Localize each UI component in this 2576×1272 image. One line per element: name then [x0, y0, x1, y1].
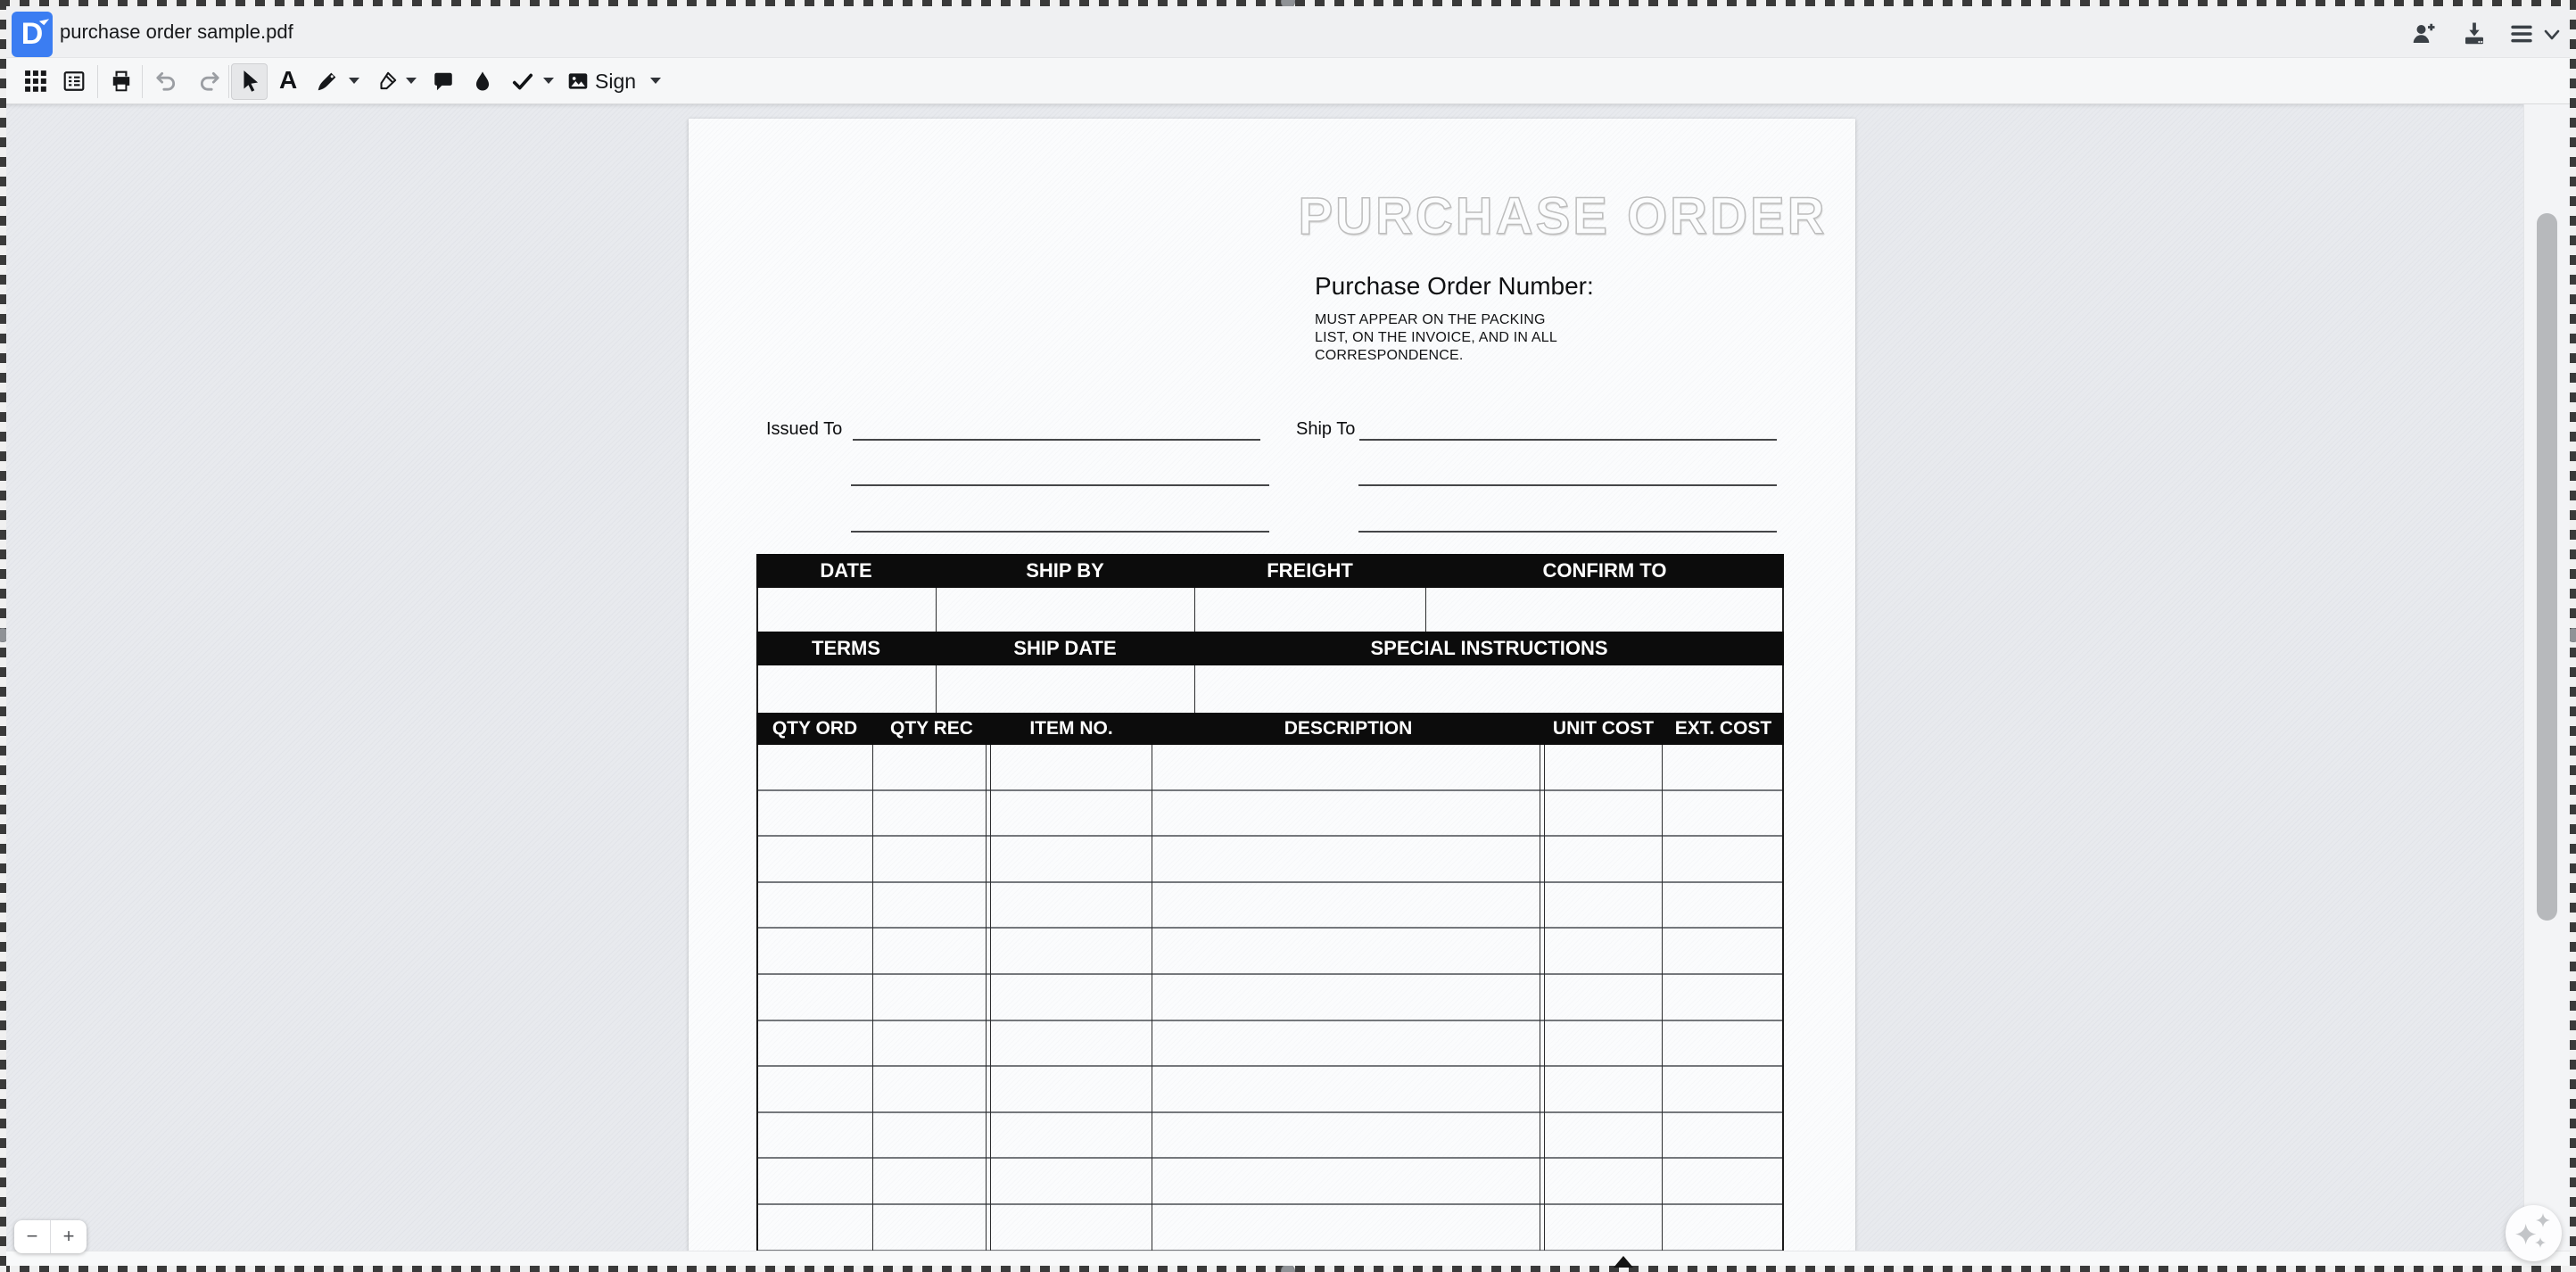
highlighter-icon — [376, 70, 399, 93]
title-bar — [6, 6, 2570, 57]
ship-to-line-2 — [1358, 484, 1777, 486]
pdf-page[interactable] — [689, 119, 1855, 1251]
info-table-header-row-1 — [756, 554, 1784, 588]
document-filename[interactable]: purchase order sample.pdf — [60, 21, 293, 43]
issued-to-label: Issued To — [766, 419, 843, 439]
sparkle-tiny-icon — [2535, 1237, 2546, 1248]
column-header: DESCRIPTION — [1284, 718, 1413, 739]
table-row — [756, 1205, 1784, 1251]
info-table — [756, 554, 1784, 713]
page-list-icon — [62, 70, 86, 93]
add-user-icon — [2410, 21, 2437, 47]
table-row — [756, 929, 1784, 975]
add-user-button[interactable] — [2410, 21, 2437, 47]
undo-button[interactable] — [154, 70, 178, 93]
horizontal-scrollbar-track[interactable] — [6, 1251, 2570, 1266]
grid-view-button[interactable] — [24, 70, 47, 93]
draw-tool-button[interactable] — [316, 70, 339, 93]
check-tool-caret[interactable] — [543, 78, 554, 84]
table-row — [756, 975, 1784, 1021]
pointer-icon — [239, 70, 262, 95]
image-tool-button[interactable] — [566, 70, 590, 93]
items-table-header — [756, 713, 1784, 745]
ship-to-line-1 — [1359, 439, 1777, 441]
table-row — [756, 791, 1784, 838]
text-tool-button[interactable] — [279, 66, 297, 95]
highlight-tool-button[interactable] — [376, 70, 399, 93]
ai-assistant-button[interactable] — [2506, 1205, 2562, 1261]
comment-tool-button[interactable] — [432, 70, 455, 93]
table-row — [756, 837, 1784, 883]
toolbar — [6, 57, 2570, 104]
column-header: EXT. COST — [1674, 718, 1772, 739]
download-button[interactable] — [2461, 21, 2488, 47]
issued-to-line-3 — [851, 531, 1269, 533]
menu-button[interactable] — [2509, 22, 2534, 45]
zoom-in-button[interactable]: + — [62, 1225, 75, 1247]
column-header: SHIP DATE — [1013, 637, 1117, 659]
items-table-body — [756, 745, 1784, 1251]
column-header: UNIT COST — [1552, 718, 1655, 739]
text-tool-icon: A — [279, 66, 298, 94]
vertical-scrollbar-track[interactable] — [2523, 104, 2570, 1251]
sparkle-small-icon — [2536, 1213, 2550, 1227]
grid-icon — [24, 70, 47, 93]
highlight-tool-caret[interactable] — [406, 78, 417, 84]
redo-button[interactable] — [198, 70, 221, 93]
sign-tool-caret[interactable] — [650, 78, 661, 84]
table-row — [756, 883, 1784, 929]
column-header: TERMS — [812, 637, 880, 659]
print-button[interactable] — [110, 70, 133, 93]
issued-to-line-1 — [853, 439, 1260, 441]
po-note-line: CORRESPONDENCE. — [1315, 348, 1464, 363]
po-title: PURCHASE ORDER — [1298, 187, 1828, 245]
hamburger-menu-icon — [2509, 22, 2534, 45]
menu-chevron-button[interactable] — [2542, 29, 2562, 43]
table-row — [756, 745, 1784, 791]
document-canvas — [6, 104, 2570, 1251]
pen-icon — [316, 70, 339, 93]
zoom-out-button[interactable]: − — [14, 1220, 51, 1253]
redo-icon — [198, 70, 221, 93]
checkmark-icon — [511, 70, 534, 93]
select-tool-button[interactable] — [231, 63, 268, 100]
undo-icon — [154, 70, 178, 93]
column-header: ITEM NO. — [1029, 718, 1113, 739]
po-number-label: Purchase Order Number: — [1315, 272, 1594, 300]
column-header: QTY ORD — [772, 718, 858, 739]
info-table-body-row-1 — [756, 588, 1784, 632]
table-row — [756, 1067, 1784, 1113]
po-note-line: LIST, ON THE INVOICE, AND IN ALL — [1315, 330, 1557, 345]
toolbar-separator — [97, 65, 98, 98]
column-header: CONFIRM TO — [1542, 559, 1667, 582]
page-list-button[interactable] — [62, 70, 86, 93]
zoom-controls — [14, 1220, 87, 1253]
po-note-line: MUST APPEAR ON THE PACKING — [1315, 312, 1546, 327]
download-icon — [2461, 21, 2488, 47]
column-header: FREIGHT — [1267, 559, 1353, 582]
dochub-logo[interactable] — [12, 12, 53, 57]
table-row — [756, 1159, 1784, 1205]
info-table-body-row-2 — [756, 665, 1784, 713]
logo-letter: D — [21, 17, 44, 51]
table-row — [756, 1021, 1784, 1068]
draw-tool-caret[interactable] — [349, 78, 359, 84]
issued-to-line-2 — [851, 484, 1269, 486]
mouse-cursor — [1614, 1256, 1633, 1268]
check-tool-button[interactable] — [511, 70, 534, 93]
info-table-header-row-2 — [756, 632, 1784, 665]
vertical-scrollbar-thumb[interactable] — [2537, 213, 2557, 921]
image-icon — [566, 70, 590, 93]
printer-icon — [110, 70, 133, 93]
toolbar-separator — [142, 65, 143, 98]
column-header: DATE — [820, 559, 872, 582]
ship-to-line-3 — [1358, 531, 1777, 533]
chevron-down-icon — [2542, 29, 2562, 43]
ship-to-label: Ship To — [1296, 419, 1356, 439]
column-header: SPECIAL INSTRUCTIONS — [1370, 637, 1608, 659]
table-row — [756, 1113, 1784, 1160]
column-header: QTY REC — [890, 718, 973, 739]
column-header: SHIP BY — [1026, 559, 1104, 582]
ink-drop-icon — [471, 70, 494, 93]
erase-tool-button[interactable] — [471, 70, 494, 93]
comment-icon — [432, 70, 455, 93]
toolbar-separator — [228, 65, 229, 98]
sign-tool-button[interactable]: Sign — [595, 70, 637, 93]
